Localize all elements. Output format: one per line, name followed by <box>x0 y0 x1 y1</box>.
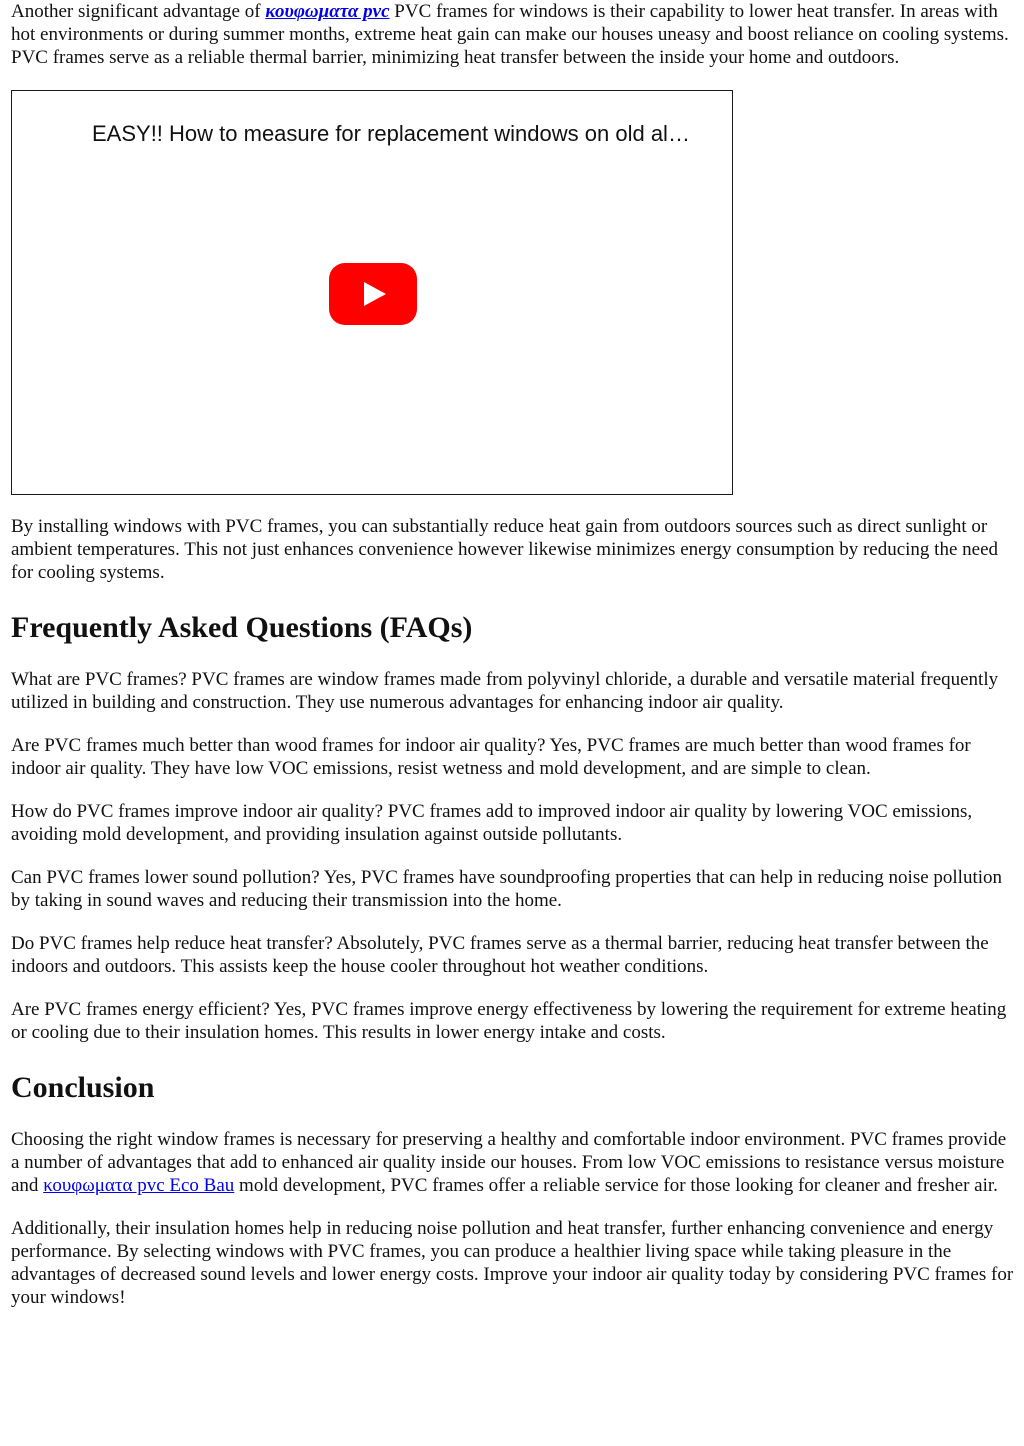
conclusion-link[interactable]: κουφωματα pvc Eco Bau <box>43 1175 235 1196</box>
conclusion-text-after: mold development, PVC frames offer a reliable service for those looking for cleaner and fresher air. <box>234 1175 998 1196</box>
play-icon[interactable] <box>329 263 417 325</box>
faq-item: What are PVC frames? PVC frames are window frames made from polyvinyl chloride, a durable and versatile material frequently utilized in building and construction. They use numerous advantages for enhancing indoor air quality. <box>11 669 999 713</box>
faq-item: Are PVC frames much better than wood frames for indoor air quality? Yes, PVC frames are much better than wood frames for indoor air quality. They have low VOC emissions, resist wetness and mold development, and are simple to clean. <box>11 735 971 779</box>
video-embed[interactable] <box>11 90 733 495</box>
faq-item: Are PVC frames energy efficient? Yes, PVC frames improve energy effectiveness by lowering the requirement for extreme heating or cooling due to their insulation homes. This results in lower energy intake and costs. <box>11 999 1007 1043</box>
intro-text-before: Another significant advantage of <box>11 1 266 22</box>
intro-link[interactable]: κουφωματα pvc <box>265 1 390 22</box>
intro-text-after: PVC frames for windows is their capability to lower heat transfer. In areas with hot environments or during summer months, extreme heat gain can make our houses uneasy and boost reliance on cooling systems. PVC frames serve as a reliable thermal barrier, minimizing heat transfer between the inside your home and outdoors. <box>11 1 1009 68</box>
faq-item: How do PVC frames improve indoor air quality? PVC frames add to improved indoor air quality by lowering VOC emissions, avoiding mold development, and providing insulation against outside pollutants. <box>11 801 973 845</box>
intro-paragraph <box>11 0 1014 69</box>
conclusion-heading: Conclusion <box>11 1071 155 1104</box>
conclusion-paragraph-2: Additionally, their insulation homes help in reducing noise pollution and heat transfer, further enhancing convenience and energy performance. By selecting windows with PVC frames, you can produce a healthier living space while taking pleasure in the advantages of decreased sound levels and lower energy costs. Improve your indoor air quality today by considering PVC frames for your windows! <box>11 1218 1014 1308</box>
faq-item: Can PVC frames lower sound pollution? Yes, PVC frames have soundproofing properties that can help in reducing noise pollution by taking in sound waves and reducing their transmission into the home. <box>11 867 1003 911</box>
faq-item: Do PVC frames help reduce heat transfer? Absolutely, PVC frames serve as a thermal barrier, reducing heat transfer between the indoors and outdoors. This assists keep the house cooler throughout hot weather conditions. <box>11 933 989 977</box>
faq-heading: Frequently Asked Questions (FAQs) <box>11 611 473 644</box>
video-title[interactable]: EASY!! How to measure for replacement windows on old al… <box>92 121 690 146</box>
after-video-paragraph: By installing windows with PVC frames, you can substantially reduce heat gain from outdoors sources such as direct sunlight or ambient temperatures. This not just enhances convenience however likewise minimizes energy consumption by reducing the need for cooling systems. <box>11 516 999 583</box>
conclusion-text-before: Choosing the right window frames is necessary for preserving a healthy and comfortable indoor environment. PVC frames provide a number of advantages that add to enhanced air quality inside our houses. From low VOC emissions to resistance versus moisture and <box>11 1129 1007 1196</box>
conclusion-paragraph-1 <box>11 1128 1014 1197</box>
